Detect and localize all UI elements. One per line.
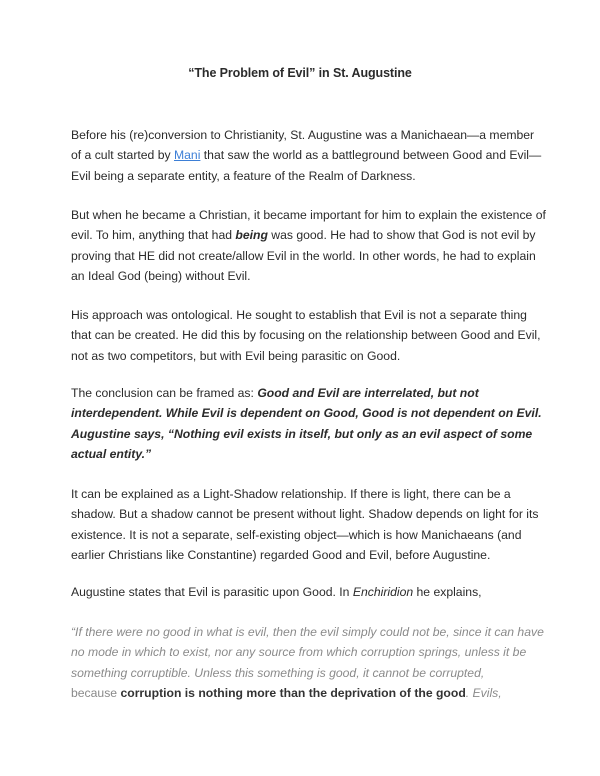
text-line: shadow. But a shadow cannot be present without light. Shadow depends on light for its xyxy=(71,507,539,522)
text-line: an Ideal God (being) without Evil. xyxy=(71,268,251,283)
text-line: earlier Christians like Constantine) regarded Good and Evil, before Augustine. xyxy=(71,547,491,562)
blockquote-enchiridion xyxy=(71,622,544,703)
text-line: The conclusion can be framed as: Good and Evil are interrelated, but not xyxy=(71,386,479,400)
text-line: It can be explained as a Light-Shadow relationship. If there is light, there can be a xyxy=(71,487,511,501)
quote-line: something corruptible. Unless this something is good, it cannot be corrupted, xyxy=(71,665,485,680)
text-line: Evil being a separate entity, a feature of the Realm of Darkness. xyxy=(71,168,416,183)
text-line: But when he became a Christian, it became important for him to explain the existence of xyxy=(71,208,546,222)
text-line: that can be created. He did this by focusing on the relationship between Good and Evil, xyxy=(71,328,541,343)
paragraph-enchiridion xyxy=(71,582,531,602)
quote-emphasis: corruption is nothing more than the deprivation of the good xyxy=(120,685,466,700)
paragraph-conclusion xyxy=(71,383,542,464)
paragraph-christian xyxy=(71,205,546,286)
text-line: Before his (re)conversion to Christianity, St. Augustine was a Manichaean—a member xyxy=(71,128,535,142)
book-title-enchiridion: Enchiridion xyxy=(352,585,414,599)
paragraph-manichaean xyxy=(71,125,542,186)
text-line: actual entity.” xyxy=(71,446,152,461)
text-line: of a cult started by Mani that saw the world as a battleground between Good and Evil— xyxy=(71,148,542,163)
text-line: Augustine states that Evil is parasitic upon Good. In Enchiridion he explains, xyxy=(71,585,482,599)
quote-line: no mode in which to exist, nor any source from which corruption springs, unless it be xyxy=(71,645,527,660)
text-line: Augustine says, “Nothing evil exists in itself, but only as an evil aspect of some xyxy=(71,426,533,441)
text-line: proving that HE did not create/allow Evil in the world. In other words, he had to explain xyxy=(71,248,536,263)
paragraph-light-shadow xyxy=(71,484,539,565)
mani-link[interactable]: Mani xyxy=(173,148,201,163)
text-line: existence. It is not a separate, self-existing object—which is how Manichaeans (and xyxy=(71,527,522,542)
quote-line: “If there were no good in what is evil, then the evil simply could not be, since it can have xyxy=(71,625,544,639)
text-line: not as two competitors, but with Evil being parasitic on Good. xyxy=(71,348,401,363)
text-line: interdependent. While Evil is dependent on Good, Good is not dependent on Evil. xyxy=(71,406,542,421)
paragraph-ontological xyxy=(71,305,541,366)
text-line: evil. To him, anything that had being was good. He had to show that God is not evil by xyxy=(71,228,536,243)
quote-line: because corruption is nothing more than the deprivation of the good. Evils, xyxy=(71,685,502,700)
text-line: His approach was ontological. He sought to establish that Evil is not a separate thing xyxy=(71,308,527,322)
emphasis-being: being xyxy=(235,228,268,243)
document-title: “The Problem of Evil” in St. Augustine xyxy=(188,66,412,80)
